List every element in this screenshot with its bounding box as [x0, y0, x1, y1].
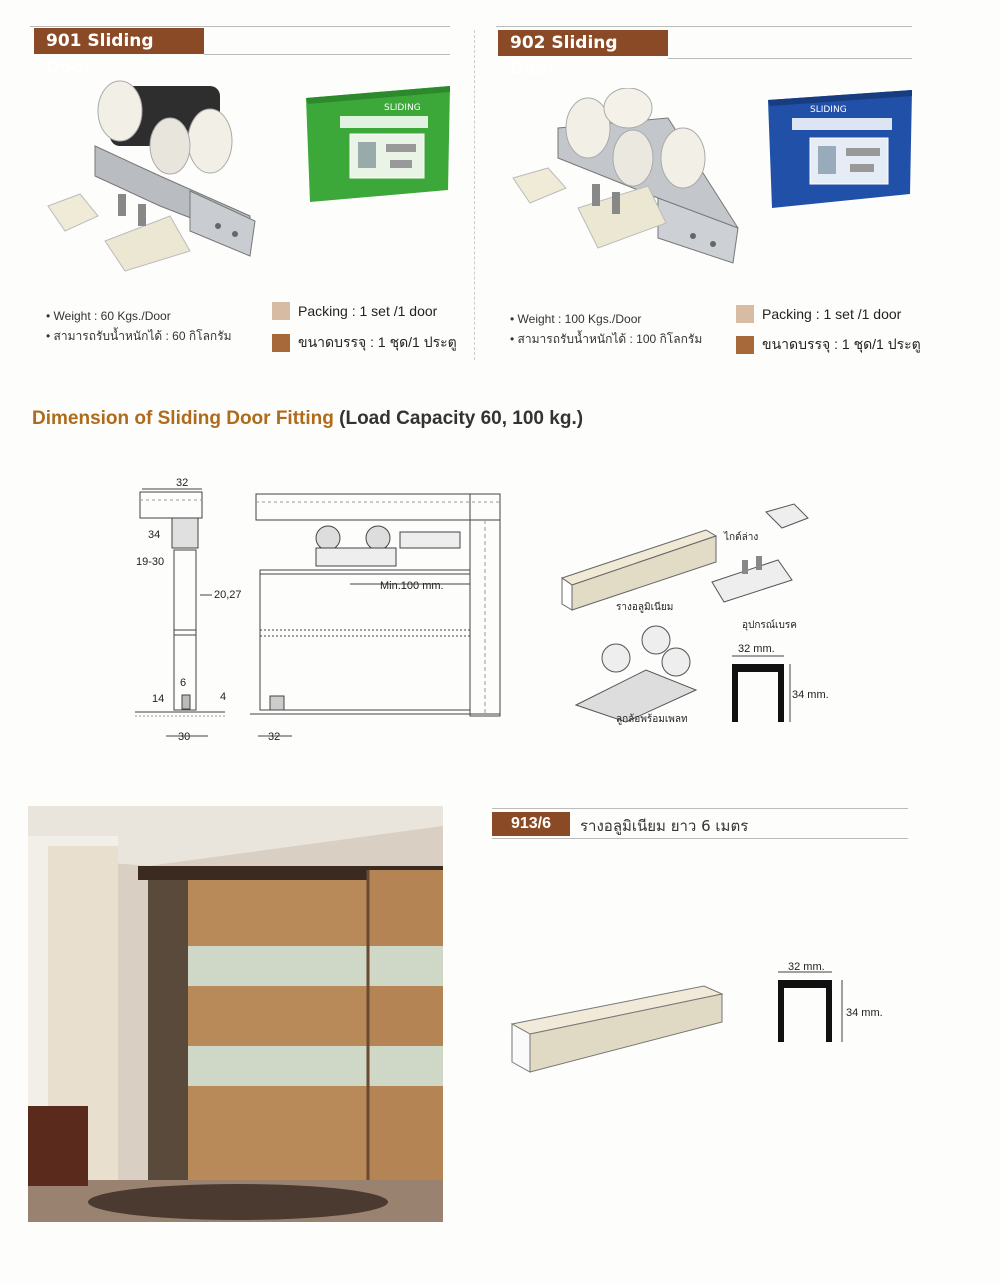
dim-34: 34 — [148, 529, 161, 541]
dim-19-30: 19-30 — [136, 556, 165, 568]
dim-32: 32 — [176, 477, 189, 489]
rail-image — [508, 980, 728, 1080]
component-drawing — [556, 490, 846, 735]
swatch-light — [736, 305, 754, 323]
product-902-load-th: • สามารถรับน้ำหนักได้ : 100 กิโลกรัม — [510, 329, 702, 349]
dimension-title: Dimension of Sliding Door Fitting — [32, 408, 334, 429]
product-902-title-rule — [668, 58, 912, 59]
product-902-packing-th-row — [736, 334, 921, 356]
label-brake: อุปกรณ์เบรค — [742, 620, 797, 631]
product-902-specs — [510, 309, 702, 349]
product-902-weight: • Weight : 100 Kgs./Door — [510, 309, 702, 329]
label-profile-32: 32 mm. — [738, 643, 775, 655]
product-902-title: 902 Sliding Door — [498, 30, 668, 56]
dim-20-27: 20,27 — [214, 589, 242, 601]
swatch-dark — [272, 334, 290, 352]
dimension-drawing — [130, 470, 510, 750]
rail-rule-bottom — [492, 838, 908, 839]
label-profile-34: 34 mm. — [792, 689, 829, 701]
product-901-weight: • Weight : 60 Kgs./Door — [46, 306, 232, 326]
dimension-heading — [32, 408, 583, 430]
dim-14: 14 — [152, 693, 165, 705]
dim-4: 4 — [220, 691, 227, 703]
product-902-packing-en: Packing : 1 set /1 door — [762, 306, 902, 322]
svg-text:SLIDING: SLIDING — [384, 103, 421, 113]
dim-min-100: Min.100 mm. — [380, 580, 444, 592]
column-divider — [474, 30, 475, 360]
product-901-packing-th: ขนาดบรรจุ : 1 ชุด/1 ประตู — [298, 334, 457, 350]
label-wheel-plate: ลูกล้อพร้อมเพลท — [616, 714, 688, 725]
label-aluminium-rail: รางอลูมิเนียม — [616, 602, 674, 613]
product-901-specs — [46, 306, 232, 346]
svg-text:SLIDING: SLIDING — [810, 105, 847, 115]
rail-code: 913/6 — [492, 812, 570, 836]
dim-30: 30 — [178, 731, 191, 743]
rail-description: รางอลูมิเนียม ยาว 6 เมตร — [580, 817, 749, 835]
rail-rule-top — [492, 808, 908, 809]
rail-profile-34: 34 mm. — [846, 1007, 883, 1019]
top-rule-right — [496, 26, 912, 27]
product-902-box-image — [762, 82, 914, 212]
product-901-packing-en-row — [272, 302, 437, 320]
product-901-title: 901 Sliding Door — [34, 28, 204, 54]
dimension-subtitle: (Load Capacity 60, 100 kg.) — [339, 408, 584, 429]
dim-32-bottom: 32 — [268, 731, 281, 743]
rail-profile-32: 32 mm. — [788, 961, 825, 973]
product-901-box-image — [300, 80, 452, 206]
swatch-light — [272, 302, 290, 320]
label-lower-guide: ไกด์ล่าง — [724, 532, 759, 543]
wardrobe-room-photo — [28, 806, 443, 1222]
rail-profile-drawing — [770, 958, 900, 1058]
product-902-packing-th: ขนาดบรรจุ : 1 ชุด/1 ประตู — [762, 336, 921, 352]
swatch-dark — [736, 336, 754, 354]
product-901-packing-en: Packing : 1 set /1 door — [298, 303, 438, 319]
product-902-hardware-image — [508, 88, 748, 273]
product-901-hardware-image — [40, 66, 270, 276]
product-901-title-rule — [204, 54, 450, 55]
dim-6: 6 — [180, 677, 187, 689]
product-901-load-th: • สามารถรับน้ำหนักได้ : 60 กิโลกรัม — [46, 326, 232, 346]
top-rule-left — [30, 26, 450, 27]
product-901-packing-th-row — [272, 332, 457, 354]
product-902-packing-en-row — [736, 305, 901, 323]
